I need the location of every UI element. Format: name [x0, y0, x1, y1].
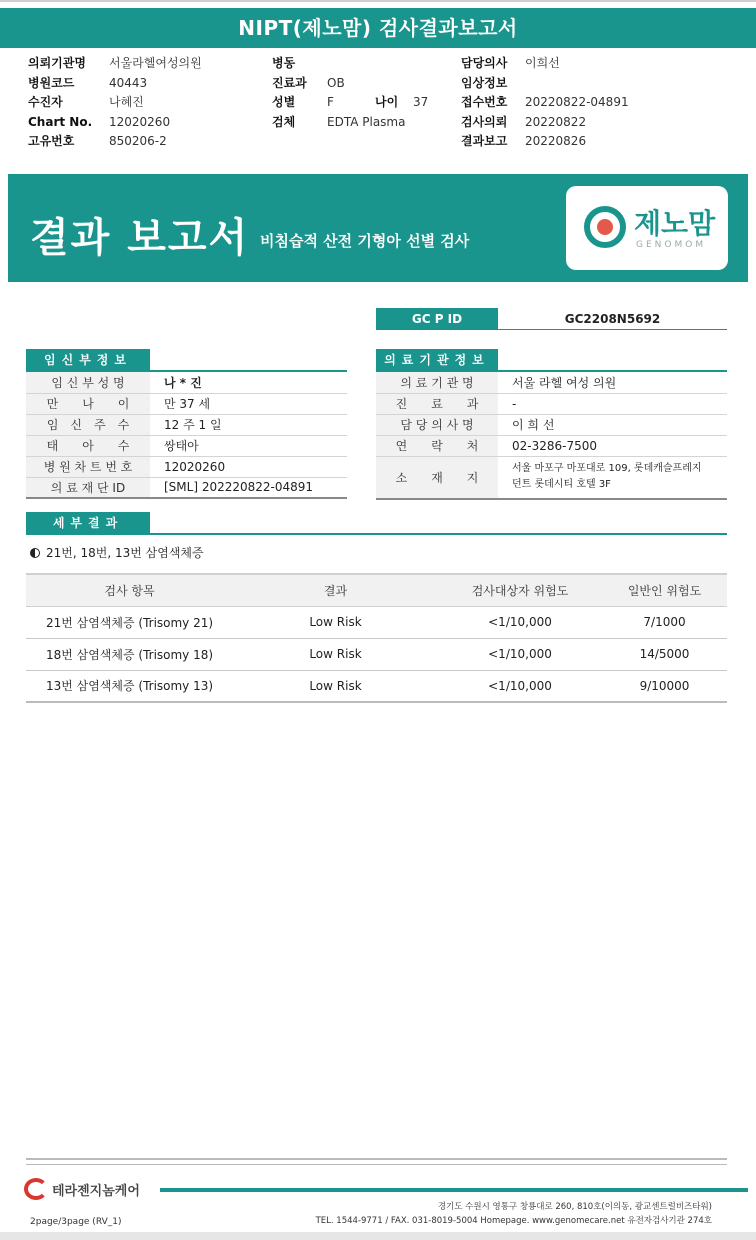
logo-text: 제노맘 [634, 207, 716, 240]
col-subject-risk: 검사대상자 위험도 [438, 574, 602, 606]
label-clinical-info: 임상정보 [461, 75, 508, 90]
company-address: 경기도 수원시 영통구 창룡대로 260, 810호(이의동, 광교센트럴비즈타워) [437, 1202, 712, 1212]
top-border [0, 0, 756, 6]
gcp-id-label: GC P ID [376, 308, 498, 329]
doctor-label: 담 당 의 사 명 [376, 414, 498, 435]
label-chart-no: Chart No. [28, 114, 93, 129]
clinic-dept-value: - [498, 393, 727, 414]
value-department: OB [327, 75, 345, 90]
label-doctor: 담당의사 [461, 56, 508, 70]
table-row [26, 477, 347, 498]
label-patient: 수진자 [28, 95, 63, 109]
subject-risk: <1/10,000 [438, 606, 602, 638]
foundation-id-label: 의 료 재 단 ID [26, 477, 150, 498]
test-item: 13번 삼염색체증 (Trisomy 13) [26, 670, 233, 702]
footer-divider [26, 1158, 727, 1160]
chart-no-label: 병 원 차 트 번 호 [26, 456, 150, 477]
table-row [26, 606, 727, 638]
general-risk: 9/10000 [602, 670, 727, 702]
label-specimen: 검체 [272, 114, 296, 129]
pregnant-info-tag: 임신부정보 [26, 349, 150, 371]
logo-subtext: GENOMOM [636, 240, 707, 250]
banner-subtitle: 비침습적 산전 기형아 선별 검사 [260, 232, 470, 250]
footer-accent-bar [160, 1188, 748, 1192]
table-row [376, 435, 727, 456]
company-contact: TEL. 1544-9771 / FAX. 031-8019-5004 Homepage. www.genomecare.net 유전자검사기관 274호 [315, 1216, 712, 1226]
value-unique-no: 850206-2 [109, 134, 167, 148]
label-hospital-code: 병원코드 [28, 75, 75, 90]
label-unique-no: 고유번호 [28, 134, 75, 148]
pregnant-name-value: 나 * 진 [150, 372, 347, 393]
subject-risk: <1/10,000 [438, 670, 602, 702]
value-request-date: 20220822 [525, 114, 587, 129]
genomom-logo-icon [584, 206, 626, 248]
value-age: 37 [413, 95, 429, 109]
footer-divider-thin [26, 1164, 727, 1165]
general-risk: 7/1000 [602, 606, 727, 638]
clinic-info-table [376, 372, 727, 500]
contact-label: 연 락 처 [376, 435, 498, 456]
location-label: 소 재 지 [376, 456, 498, 499]
fetus-count-label: 태 아 수 [26, 435, 150, 456]
table-row [26, 372, 347, 393]
gestation-label: 임 신 주 수 [26, 414, 150, 435]
foundation-id-value: [SML] 202220822-04891 [150, 477, 347, 498]
table-row [376, 372, 727, 393]
page-number: 2page/3page (RV_1) [30, 1217, 122, 1227]
half-circle-icon [30, 548, 40, 558]
label-request-date: 검사의뢰 [461, 114, 508, 129]
chart-no-value: 12020260 [150, 456, 347, 477]
company-logo [24, 1178, 140, 1200]
fetus-count-value: 쌍태아 [150, 435, 347, 456]
location-line-1: 서울 마포구 마포대로 109, 롯데캐슬프레지 [512, 463, 702, 475]
label-report-date: 결과보고 [461, 134, 508, 148]
clinic-name-value: 서울 라헬 여성 의원 [498, 372, 727, 393]
table-row [376, 414, 727, 435]
col-general-risk: 일반인 위험도 [602, 574, 727, 606]
pregnant-name-label: 임 신 부 성 명 [26, 372, 150, 393]
clinic-info-tag: 의료기관정보 [376, 349, 498, 371]
detail-results-line [26, 533, 727, 535]
value-sex: F [327, 95, 334, 109]
col-test-item: 검사 항목 [26, 574, 233, 606]
genomom-logo [566, 186, 728, 270]
doctor-value: 이 희 선 [498, 414, 727, 435]
age-label: 만 나 이 [26, 393, 150, 414]
result: Low Risk [233, 606, 438, 638]
label-sex: 성별 [272, 95, 296, 109]
general-risk: 14/5000 [602, 638, 727, 670]
detail-note [30, 544, 204, 561]
detail-results-tag: 세부결과 [26, 512, 150, 534]
label-department: 진료과 [272, 75, 307, 90]
value-patient: 나혜진 [109, 95, 144, 109]
result: Low Risk [233, 670, 438, 702]
gcp-id-value: GC2208N5692 [564, 312, 661, 326]
table-row [26, 638, 727, 670]
table-row [376, 393, 727, 414]
header-col-2 [272, 54, 428, 132]
header-col-3 [461, 54, 629, 152]
clinic-dept-label: 진 료 과 [376, 393, 498, 414]
table-row [26, 670, 727, 702]
value-receipt-no: 20220822-04891 [525, 95, 629, 109]
test-item: 21번 삼염색체증 (Trisomy 21) [26, 606, 233, 638]
result: Low Risk [233, 638, 438, 670]
age-value: 만 37 세 [150, 393, 347, 414]
table-row [26, 435, 347, 456]
bottom-band [0, 1232, 756, 1240]
label-receipt-no: 접수번호 [461, 95, 508, 109]
company-name: 테라젠지놈케어 [52, 1183, 140, 1199]
value-doctor: 이희선 [525, 56, 560, 70]
test-item: 18번 삼염색체증 (Trisomy 18) [26, 638, 233, 670]
clinic-name-label: 의 료 기 관 명 [376, 372, 498, 393]
label-institution: 의뢰기관명 [28, 56, 86, 70]
company-logo-icon [24, 1178, 48, 1200]
contact-value: 02-3286-7500 [498, 435, 727, 456]
results-table [26, 573, 727, 703]
table-row [26, 456, 347, 477]
location-line-2: 던트 롯데시티 호텔 3F [512, 479, 611, 491]
report-banner [8, 174, 748, 282]
table-row [376, 456, 727, 499]
banner-title: 결과 보고서 [30, 215, 250, 261]
header-col-1 [28, 54, 202, 152]
table-row [26, 393, 347, 414]
pregnant-info-table [26, 372, 347, 499]
value-specimen: EDTA Plasma [327, 114, 406, 129]
value-chart-no: 12020260 [109, 114, 171, 129]
table-row [26, 414, 347, 435]
document-title: NIPT(제노맘) 검사결과보고서 [0, 8, 756, 48]
gestation-value: 12 주 1 일 [150, 414, 347, 435]
label-age: 나이 [375, 95, 399, 109]
value-report-date: 20220826 [525, 134, 587, 148]
detail-note-text: 21번, 18번, 13번 삼염색체증 [46, 546, 204, 560]
gcp-id-box [376, 308, 727, 330]
col-result: 결과 [233, 574, 438, 606]
value-institution: 서울라헬여성의원 [109, 56, 202, 70]
location-value [498, 456, 727, 499]
subject-risk: <1/10,000 [438, 638, 602, 670]
value-hospital-code: 40443 [109, 75, 148, 90]
label-ward: 병동 [272, 56, 296, 70]
results-header-row [26, 574, 727, 606]
